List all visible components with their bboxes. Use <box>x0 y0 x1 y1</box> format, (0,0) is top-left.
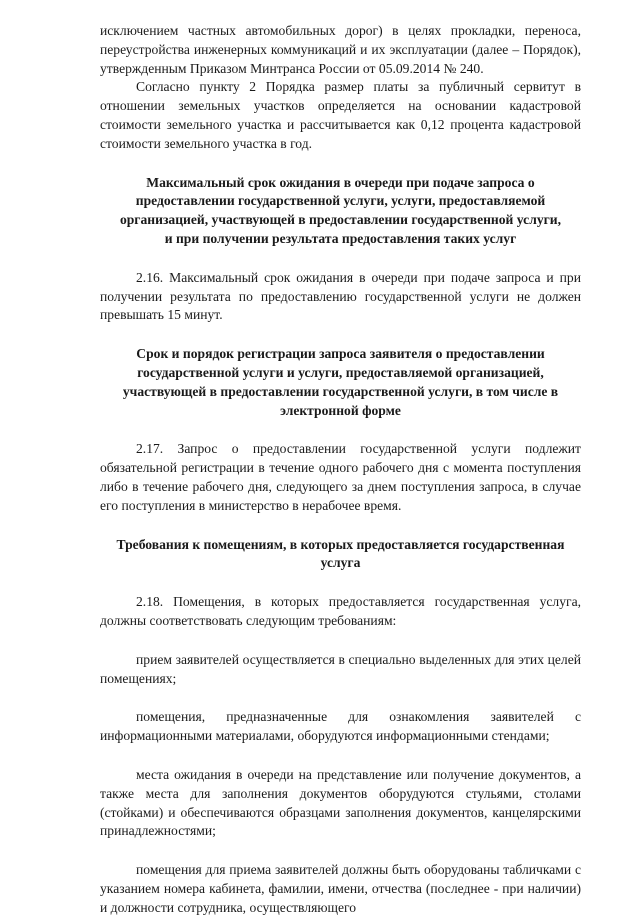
paragraph-requirement-4: помещения для приема заявителей должны быть оборудованы табличками с указанием номера кабинета, фамилии, имени, отчества (последнее - при наличии) и должности сотрудника, осуществляющего <box>100 862 581 915</box>
spacer <box>100 249 581 269</box>
spacer <box>100 631 581 651</box>
spacer <box>100 420 581 440</box>
spacer <box>100 688 581 708</box>
spacer <box>100 573 581 593</box>
spacer <box>100 516 581 536</box>
heading-premises: Требования к помещениям, в которых предоставляется государственная услуга <box>116 536 565 571</box>
paragraph-requirement-1: прием заявителей осуществляется в специально выделенных для этих целей помещениях; <box>100 651 581 686</box>
spacer <box>100 325 581 345</box>
heading-wait-time: Максимальный срок ожидания в очереди при подаче запроса о предоставлении государственной услуги, услуги, предоставляемой организацией, участвующей в предоставлении государственной услуги, и при получении результата предоставления таких услуг <box>119 174 562 246</box>
paragraph-2-18: 2.18. Помещения, в которых предоставляется государственная услуга, должны соответствовать следующим требованиям: <box>100 594 581 628</box>
paragraph-2-16: 2.16. Максимальный срок ожидания в очереди при подаче запроса и при получении результата по предоставлению государственной услуги не должен превышать 15 минут. <box>100 269 581 323</box>
heading-registration: Срок и порядок регистрации запроса заявителя о предоставлении государственной услуги и услуги, предоставляемой организацией, участвующей в предоставлении государственной услуги, в том числе в электронной форме <box>122 346 559 418</box>
document-page <box>100 22 581 917</box>
paragraph-2-17: 2.17. Запрос о предоставлении государственной услуги подлежит обязательной регистрации в течение одного рабочего дня с момента поступления либо в течение рабочего дня, следующего за днем поступления запроса, в случае его поступления в министерство в нерабочее время. <box>100 441 581 513</box>
spacer <box>100 841 581 861</box>
spacer <box>100 746 581 766</box>
paragraph-requirement-3: места ожидания в очереди на представление или получение документов, а также места для заполнения документов оборудуются стульями, столами (стойками) и обеспечиваются образцами заполнения документов, канцелярскими принадлежностями; <box>100 766 581 839</box>
spacer <box>100 154 581 174</box>
paragraph-fee: Согласно пункту 2 Порядка размер платы за публичный сервитут в отношении земельных участков определяется на основании кадастровой стоимости земельного участка и рассчитывается как 0,12 процента кадастровой стоимости земельного участка в год. <box>100 79 581 151</box>
paragraph-requirement-2: помещения, предназначенные для ознакомления заявителей с информационными материалами, оборудуются информационными стендами; <box>100 709 581 744</box>
paragraph-intro-continuation: исключением частных автомобильных дорог) в целях прокладки, переноса, переустройства инженерных коммуникаций и их эксплуатации (далее – Порядок), утвержденным Приказом Минтранса России от 05.09.2014 № 240. <box>100 23 581 76</box>
